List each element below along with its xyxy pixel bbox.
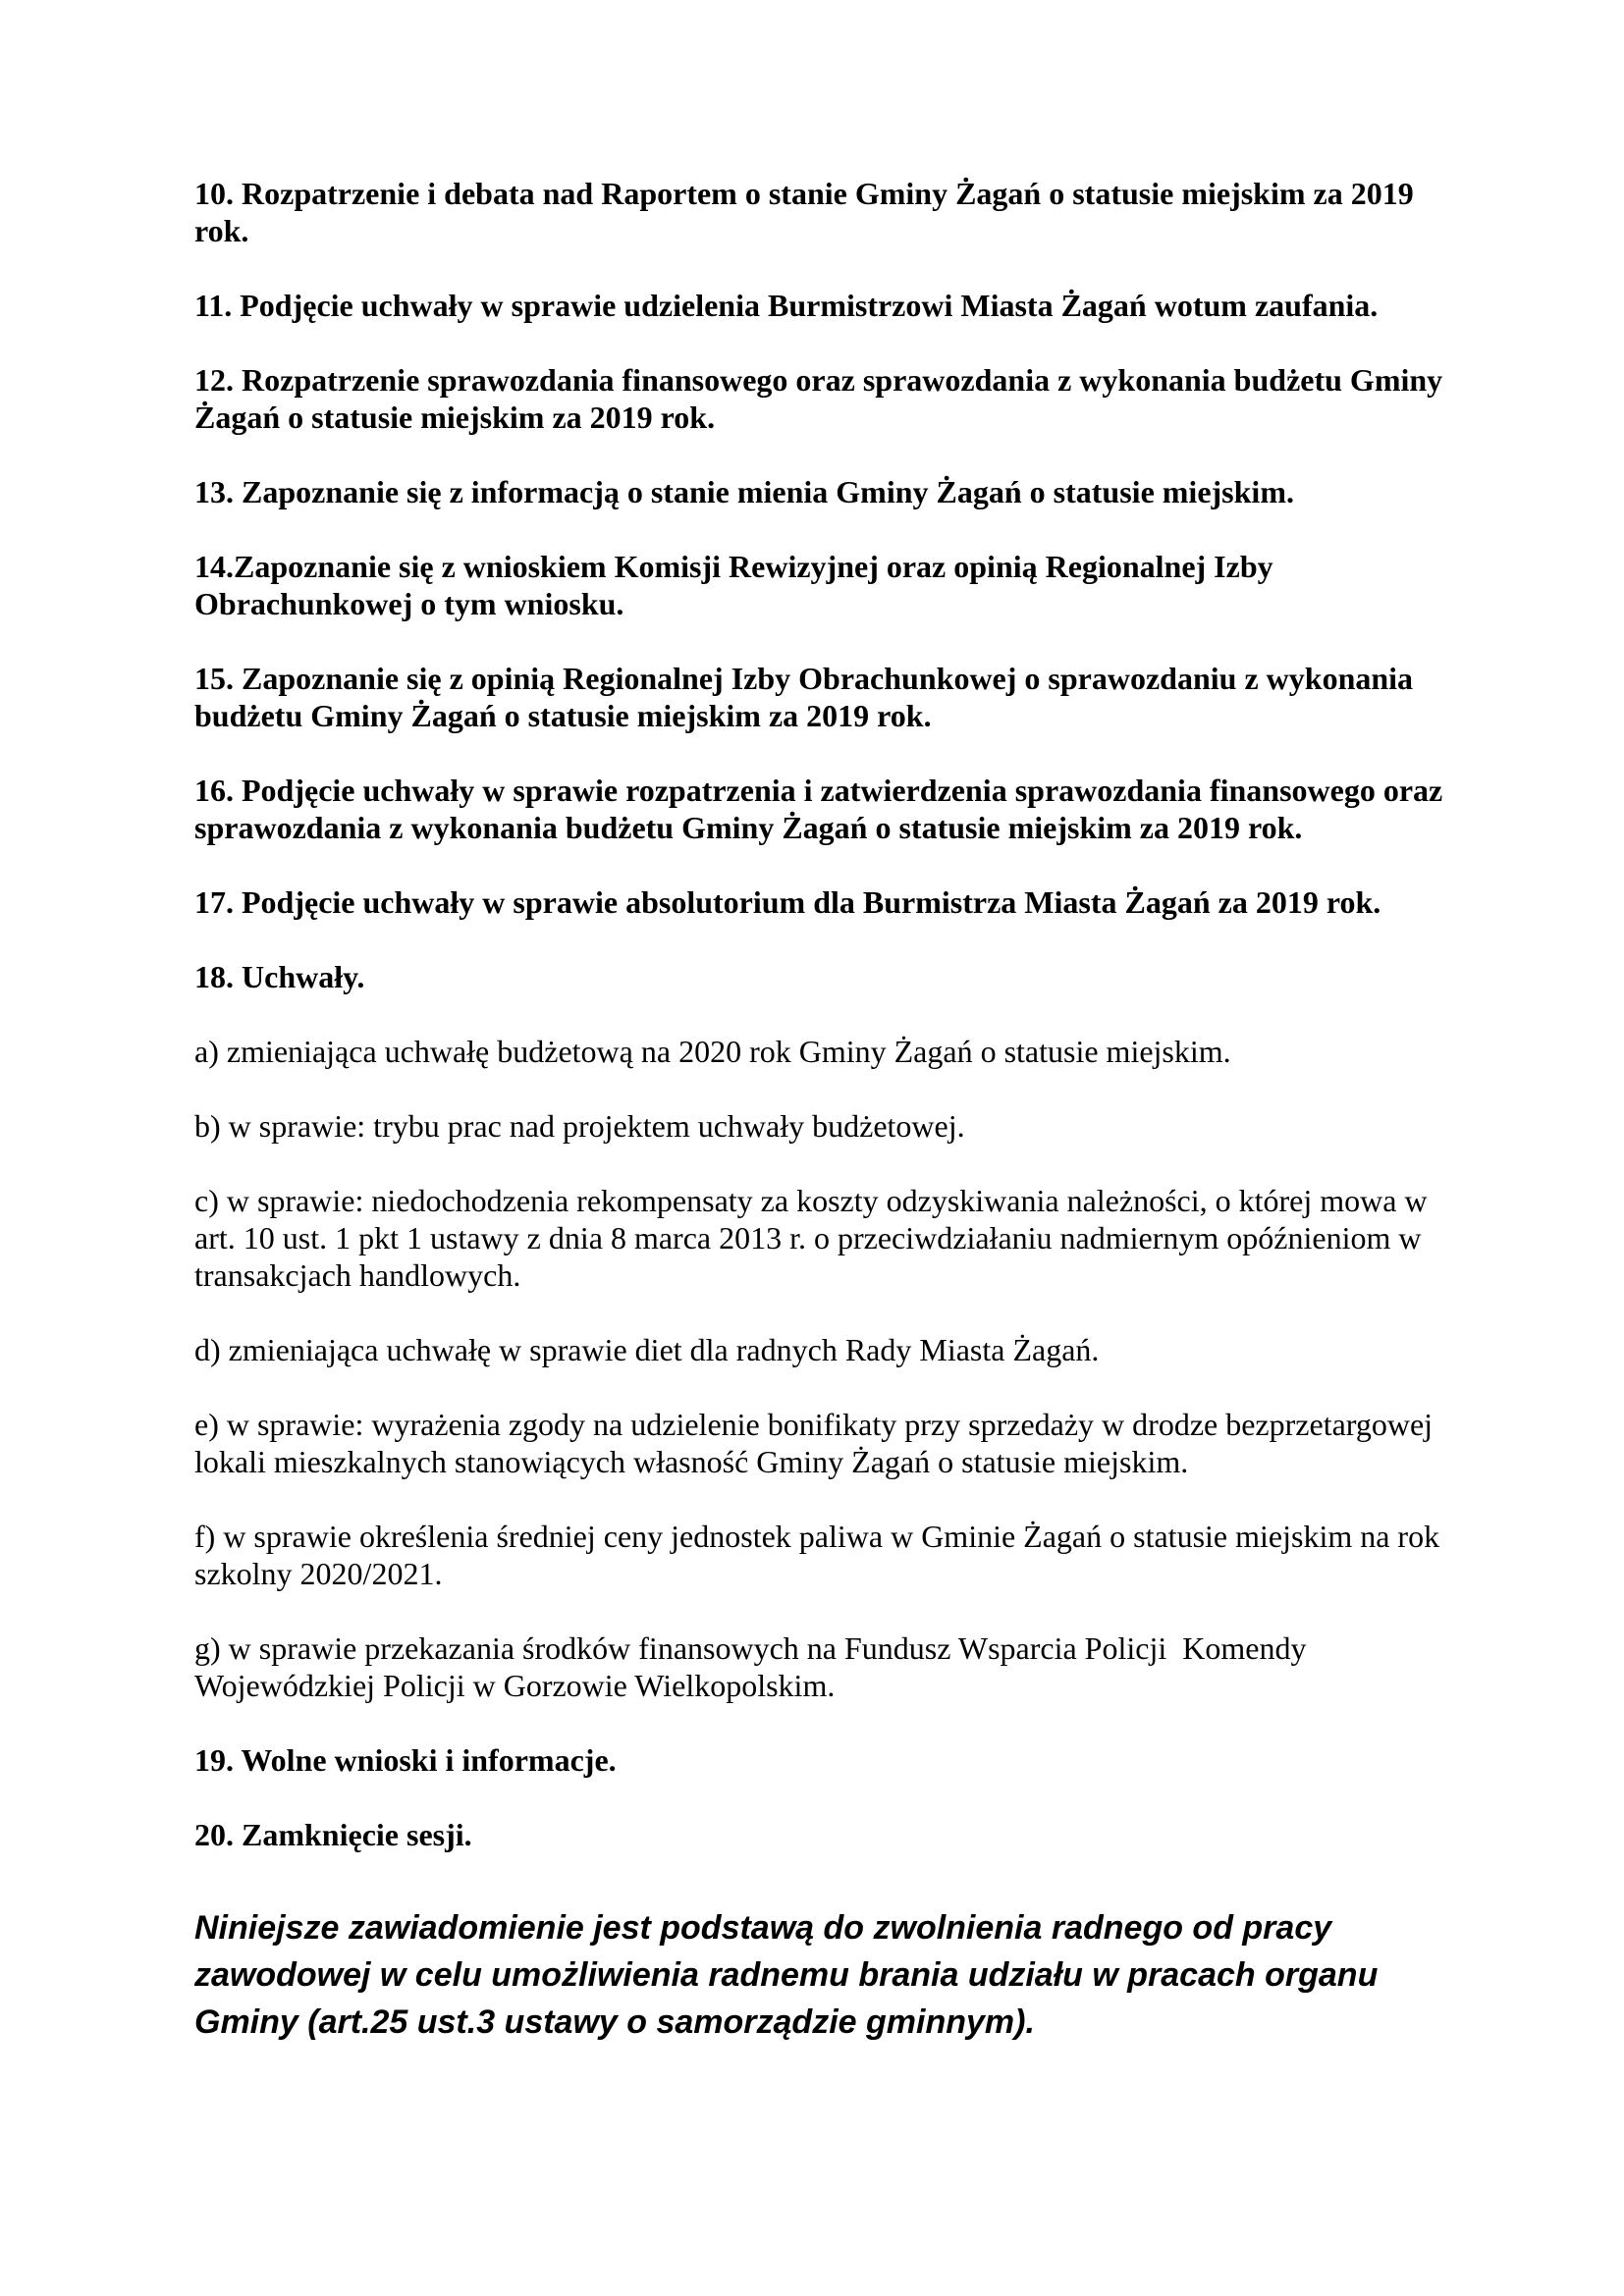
agenda-subitem-e: e) w sprawie: wyrażenia zgody na udzielenie bonifikaty przy sprzedaży w drodze bezprzetargowej lokali mieszkalnych stanowiących własność Gminy Żagań o statusie miejskim. (194, 1407, 1441, 1479)
agenda-item-11: 11. Podjęcie uchwały w sprawie udzielenia Burmistrzowi Miasta Żagań wotum zaufania. (194, 288, 1379, 323)
agenda-subitem-d: d) zmieniająca uchwałę w sprawie diet dla radnych Rady Miasta Żagań. (194, 1332, 1100, 1367)
agenda-subitem-g: g) w sprawie przekazania środków finansowych na Fundusz Wsparcia Policji Komendy Wojewódzkiej Policji w Gorzowie Wielkopolskim. (194, 1630, 1314, 1703)
agenda-item-16: 16. Podjęcie uchwały w sprawie rozpatrzenia i zatwierdzenia sprawozdania finansowego oraz sprawozdania z wykonania budżetu Gminy Żagań o statusie miejskim za 2019 rok. (194, 773, 1451, 845)
agenda-item-14: 14.Zapoznanie się z wnioskiem Komisji Rewizyjnej oraz opinią Regionalnej Izby Obrachunkowej o tym wniosku. (194, 549, 1281, 621)
agenda-subitem-f: f) w sprawie określenia średniej ceny jednostek paliwa w Gminie Żagań o statusie miejskim na rok szkolny 2020/2021. (194, 1519, 1448, 1591)
agenda-subitem-a: a) zmieniająca uchwałę budżetową na 2020 rok Gminy Żagań o statusie miejskim. (194, 1034, 1231, 1069)
agenda-item-12: 12. Rozpatrzenie sprawozdania finansowego oraz sprawozdania z wykonania budżetu Gminy Żagań o statusie miejskim za 2019 rok. (194, 362, 1451, 435)
agenda-subitem-c: c) w sprawie: niedochodzenia rekompensaty za koszty odzyskiwania należności, o której mowa w art. 10 ust. 1 pkt 1 ustawy z dnia 8 marca 2013 r. o przeciwdziałaniu nadmiernym opóźnieniom w transakcjach handlowych. (194, 1183, 1435, 1293)
agenda-item-15: 15. Zapoznanie się z opinią Regionalnej Izby Obrachunkowej o sprawozdaniu z wykonania budżetu Gminy Żagań o statusie miejskim za 2019 rok. (194, 661, 1422, 733)
agenda-item-19: 19. Wolne wnioski i informacje. (194, 1742, 617, 1778)
agenda-item-10: 10. Rozpatrzenie i debata nad Raportem o stanie Gminy Żagań o statusie miejskim za 2019 rok. (194, 176, 1422, 248)
agenda-content (194, 175, 1451, 2046)
agenda-item-13: 13. Zapoznanie się z informacją o stanie mienia Gminy Żagań o statusie miejskim. (194, 474, 1294, 509)
agenda-item-17: 17. Podjęcie uchwały w sprawie absolutorium dla Burmistrza Miasta Żagań za 2019 rok. (194, 884, 1381, 920)
agenda-item-20: 20. Zamknięcie sesji. (194, 1817, 472, 1852)
agenda-item-18: 18. Uchwały. (194, 959, 365, 994)
closing-note: Niniejsze zawiadomienie jest podstawą do zwolnienia radnego od pracy zawodowej w celu umożliwienia radnemu brania udziału w pracach organu Gminy (art.25 ust.3 ustawy o samorządzie gminnym). (194, 1909, 1387, 2041)
agenda-subitem-b: b) w sprawie: trybu prac nad projektem uchwały budżetowej. (194, 1108, 965, 1144)
